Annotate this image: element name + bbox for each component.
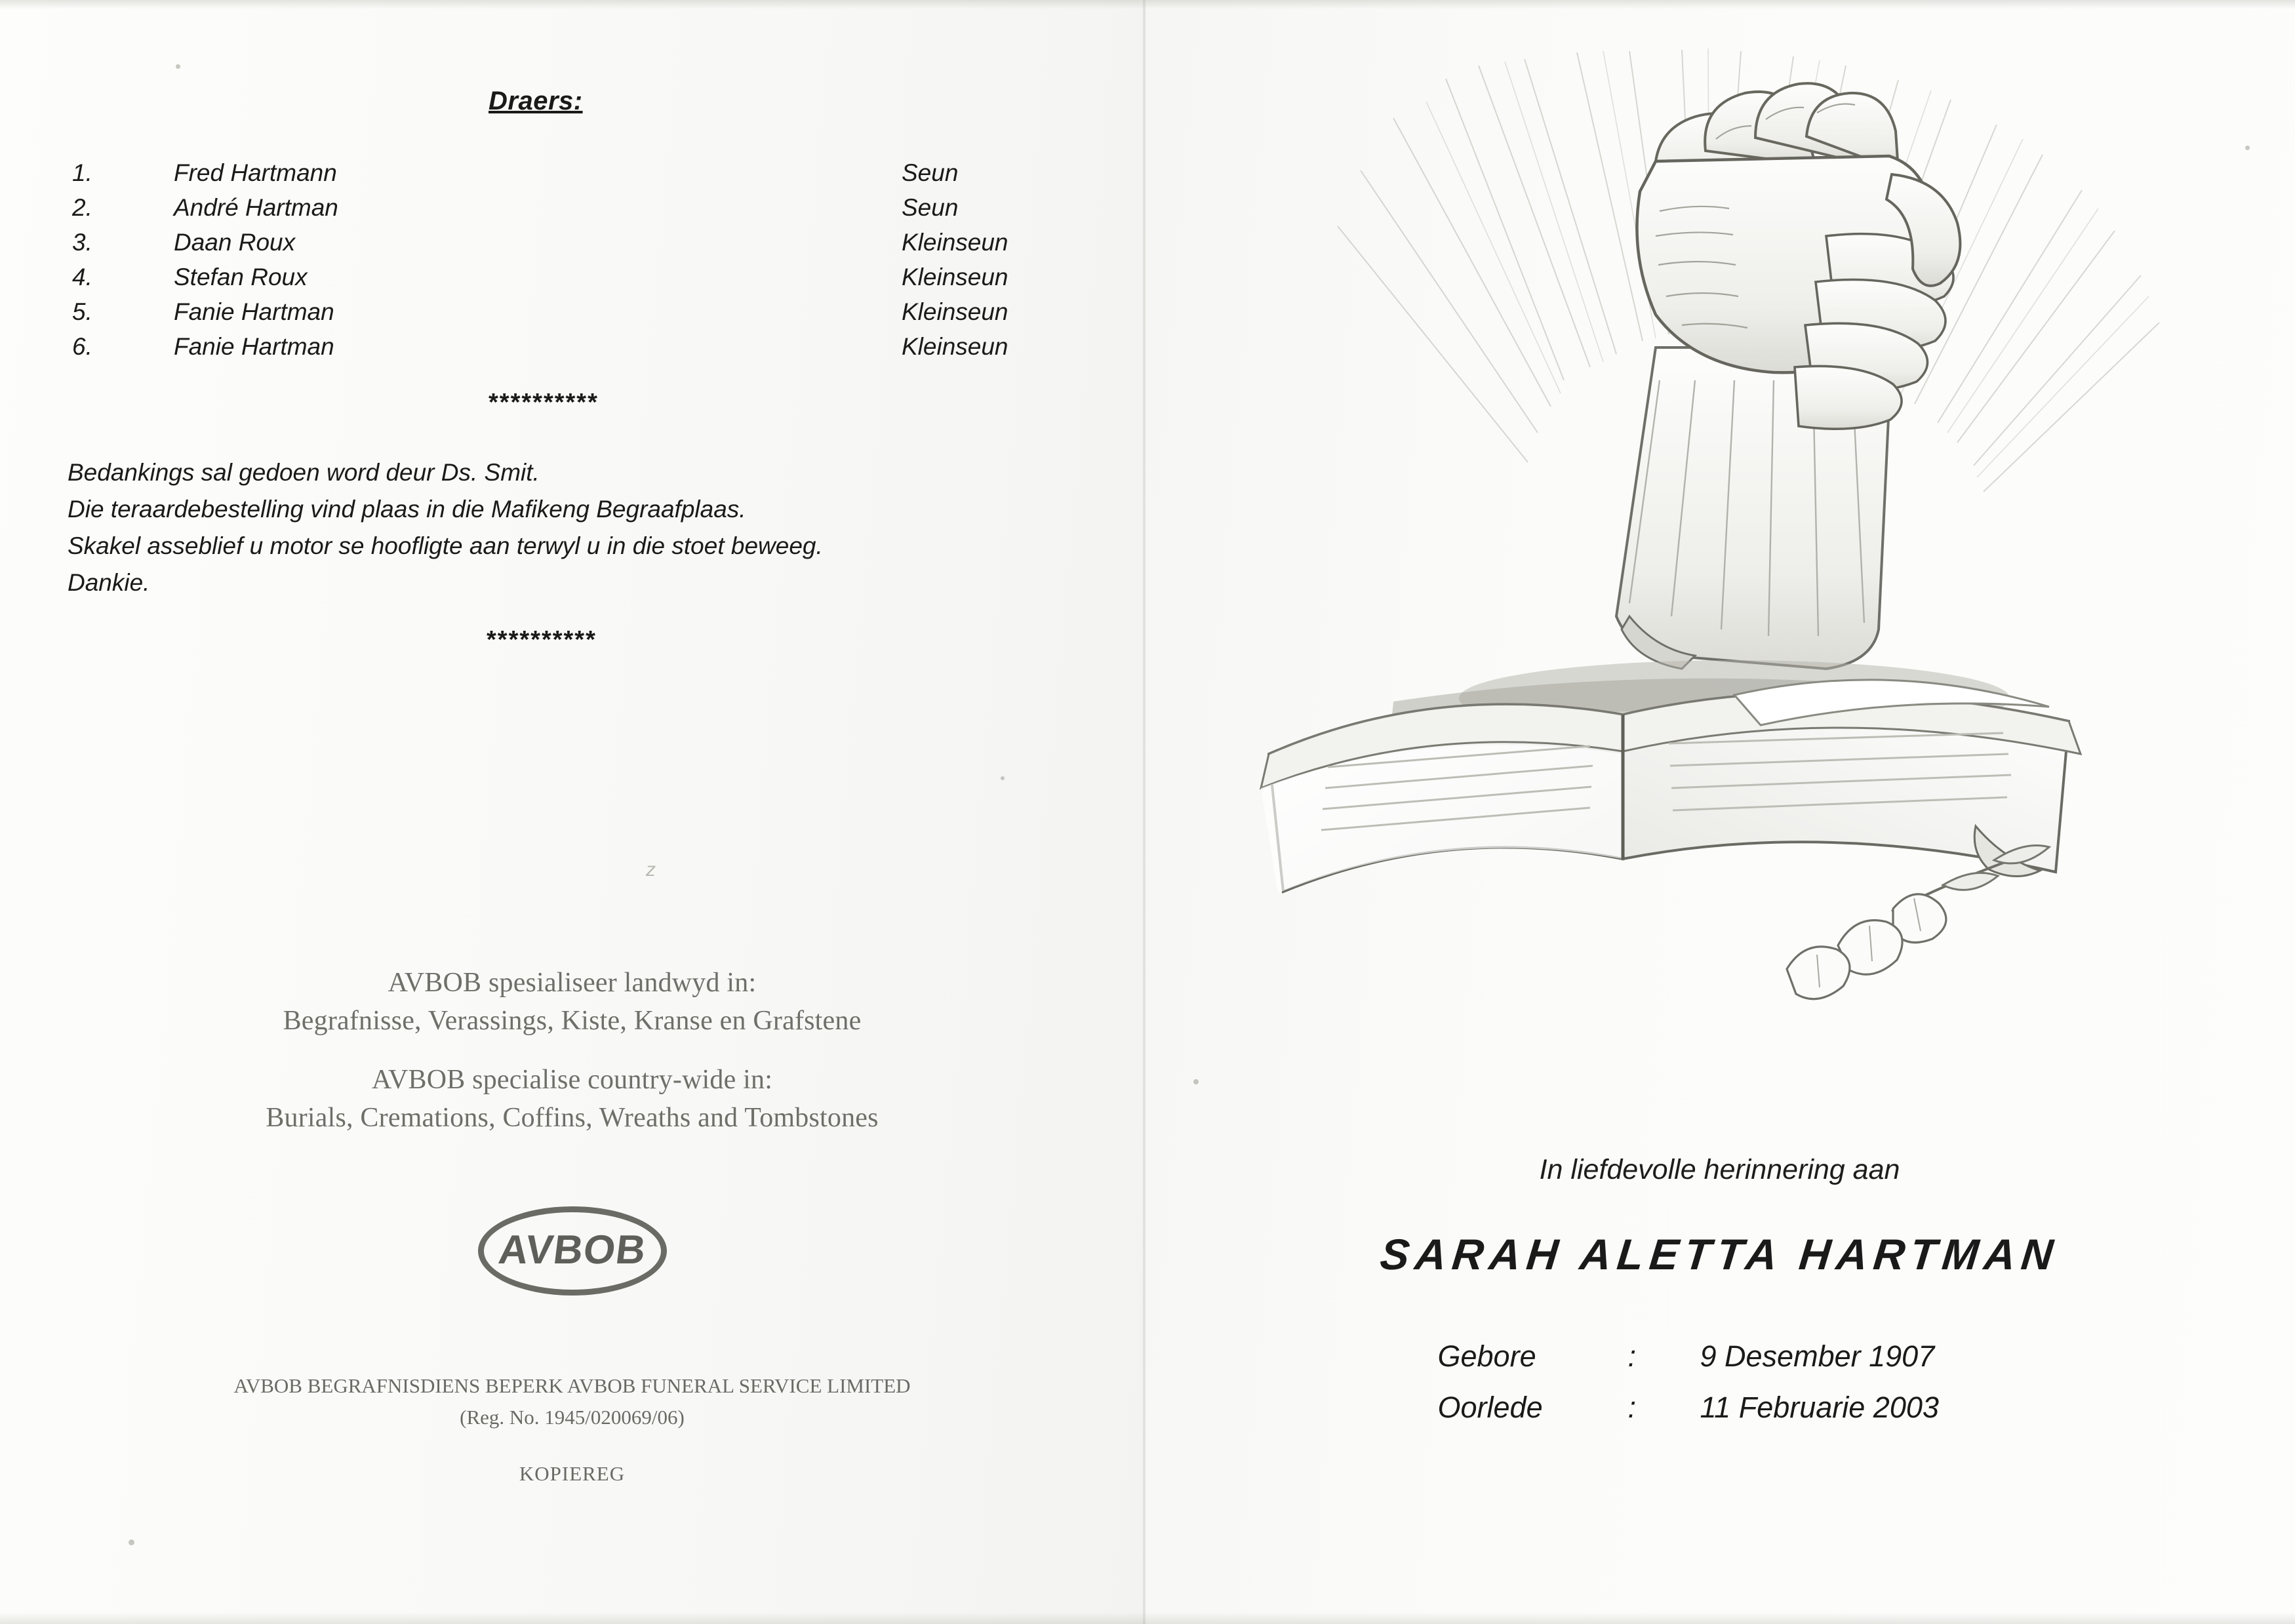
- list-item: [72, 229, 1056, 264]
- note-line: Bedankings sal gedoen word deur Ds. Smit.: [68, 459, 540, 486]
- bearer-relation: Kleinseun: [902, 333, 1008, 360]
- list-item: [72, 298, 1056, 333]
- bearers-heading: Draers:: [489, 87, 583, 115]
- bearer-relation: Kleinseun: [902, 298, 1008, 325]
- memorial-intro-text: In liefdevolle herinnering aan: [1539, 1154, 1900, 1185]
- bearer-number: 6.: [72, 333, 92, 360]
- bearer-number: 3.: [72, 229, 92, 256]
- death-date: 11 Februarie 2003: [1700, 1391, 1939, 1424]
- divider-stars-top: **********: [489, 389, 599, 416]
- list-item: [72, 264, 1056, 298]
- avbob-services-block: [0, 964, 1144, 1137]
- avbob-legal-line-1: AVBOB BEGRAFNISDIENS BEPERK AVBOB FUNERAL SERVICE LIMITED: [233, 1374, 911, 1397]
- avbob-english-text: [0, 1061, 1144, 1137]
- bearer-number: 5.: [72, 298, 92, 325]
- bearer-number: 4.: [72, 264, 92, 290]
- avbob-copyright: KOPIEREG: [519, 1462, 626, 1485]
- bearer-relation: Kleinseun: [902, 264, 1008, 290]
- dates-block: [1144, 1331, 2295, 1433]
- bearer-name: Fred Hartmann: [174, 159, 337, 186]
- birth-date: 9 Desember 1907: [1700, 1339, 1935, 1373]
- avbob-logo-icon: [478, 1206, 667, 1296]
- date-row: [1144, 1331, 2295, 1382]
- avbob-af-line-2: Begrafnisse, Verassings, Kiste, Kranse en Grafstene: [283, 1006, 862, 1036]
- notes-block: [68, 454, 1090, 601]
- avbob-af-line-1: AVBOB spesialiseer landwyd in:: [388, 968, 757, 998]
- death-colon: :: [1627, 1391, 1637, 1424]
- left-page-content: [0, 0, 1144, 1624]
- bearer-name: André Hartman: [174, 194, 338, 221]
- bearer-relation: Seun: [902, 194, 959, 221]
- list-item: [72, 333, 1056, 368]
- deceased-name: SARAH ALETTA HARTMAN: [1378, 1230, 2062, 1278]
- right-page-content: [1144, 0, 2295, 1624]
- death-label: Oorlede: [1437, 1391, 1543, 1424]
- list-item: [72, 194, 1056, 229]
- avbob-logo-container: [0, 1206, 1144, 1299]
- bearers-list: [72, 159, 1056, 368]
- bearer-number: 2.: [72, 194, 92, 221]
- praying-hands-over-open-book-with-flowers-sketch: [1197, 39, 2252, 1062]
- avbob-legal-line-2: (Reg. No. 1945/020069/06): [460, 1406, 685, 1429]
- bearer-name: Stefan Roux: [174, 264, 308, 290]
- avbob-logo-text: AVBOB: [496, 1227, 649, 1273]
- avbob-afrikaans-text: [0, 964, 1144, 1040]
- bearer-number: 1.: [72, 159, 92, 186]
- avbob-legal-block: [0, 1370, 1144, 1433]
- bearer-name: Fanie Hartman: [174, 333, 334, 360]
- bearer-name: Daan Roux: [174, 229, 296, 256]
- note-line: Skakel asseblief u motor se hoofligte aan terwyl u in die stoet beweeg.: [68, 532, 823, 559]
- bearer-name: Fanie Hartman: [174, 298, 334, 325]
- bearer-relation: Seun: [902, 159, 959, 186]
- avbob-en-line-1: AVBOB specialise country-wide in:: [371, 1065, 773, 1095]
- note-line: Die teraardebestelling vind plaas in die Mafikeng Begraafplaas.: [68, 496, 746, 523]
- note-line: Dankie.: [68, 569, 150, 596]
- list-item: [72, 159, 1056, 194]
- avbob-en-line-2: Burials, Cremations, Coffins, Wreaths and Tombstones: [266, 1103, 879, 1133]
- birth-label: Gebore: [1437, 1339, 1536, 1373]
- divider-stars-bottom: **********: [487, 626, 597, 654]
- birth-colon: :: [1627, 1339, 1637, 1373]
- date-row: [1144, 1382, 2295, 1433]
- faint-pencil-mark: z: [646, 859, 656, 881]
- bearer-relation: Kleinseun: [902, 229, 1008, 256]
